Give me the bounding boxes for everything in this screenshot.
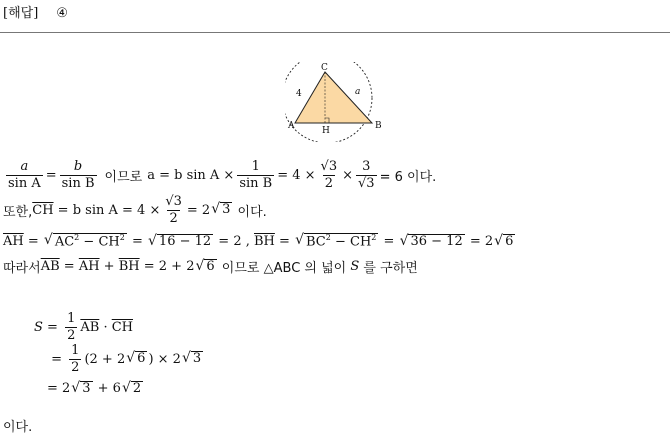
answer-mark: ④ — [56, 6, 68, 21]
pythagoras-line: $\overline{AH}$ = √ $AC^2 - \overline{CH}^2$ = √ 16 − 12 = 2 , $\overline{BH}$ = √ $BC^2 - \overline{CH}^2$ = √ 36 − 12 = 2 √ 6 — [3, 232, 514, 250]
sqrt: √ 16 − 12 — [148, 232, 212, 249]
conclusion-text: 이다. — [3, 420, 33, 435]
sqrt: √ 3 — [211, 201, 231, 218]
fraction: $\frac{1}{\text{sin B}}$ — [239, 159, 273, 191]
sqrt: √ 3 — [71, 380, 91, 396]
side-ac-label: 4 — [296, 89, 302, 99]
foot-h-label: H — [322, 126, 330, 136]
side-ab-line: 따라서 $\overline{AB}$ = $\overline{AH}$ + $\overline{BH}$ = 2 + 2 √ 6 이므로 △ABC 의 넓이 S 를 구하면 — [3, 257, 418, 276]
sqrt: √ 6 — [494, 232, 514, 249]
area-line-1: S = $\frac{1}{2}$ $\overline{AB}$ · $\overline{CH}$ — [34, 311, 134, 343]
side-bc-label: a — [355, 87, 361, 97]
sqrt: √ $BC^2 - \overline{CH}^2$ — [295, 232, 377, 250]
vertex-b-label: B — [375, 121, 382, 131]
vertex-c-label: C — [321, 63, 328, 73]
triangle-figure — [285, 62, 385, 142]
law-of-sines-line: $\frac{a}{\text{sin A}}$ = $\frac{b}{\text{sin B}}$ 이므로 a = b sin A × $\frac{1}{\text{sin B}}$ = 4 × $\frac{√3}{2}$ × $\frac{3}{√3}$ = 6 이다. — [8, 159, 437, 191]
triangle-abc — [295, 72, 372, 123]
altitude-line: 또한, $\overline{CH}$ = b sin A = 4 × $\frac{√3}{2}$ = 2 √ 3 이다. — [3, 194, 267, 226]
solution-label: [해답] — [3, 6, 39, 21]
fraction: $\frac{3}{√3}$ — [358, 159, 375, 191]
fraction: $\frac{1}{2}$ — [71, 343, 80, 375]
sqrt: √ 6 — [195, 257, 215, 274]
fraction: $\frac{√3}{2}$ — [320, 159, 338, 191]
sqrt: √ 3 — [181, 350, 202, 367]
sqrt: √ 2 — [121, 380, 142, 396]
vertex-a-label: A — [288, 121, 295, 131]
fraction: $\frac{1}{2}$ — [67, 311, 76, 343]
fraction: $\frac{b}{\text{sin B}}$ — [61, 159, 95, 191]
header-divider — [0, 32, 670, 33]
solution-header — [3, 2, 68, 21]
area-line-2: = $\frac{1}{2}$ (2 + 2 √ 6 ) × 2 √ 3 — [47, 343, 202, 375]
fraction: $\frac{a}{\text{sin A}}$ — [8, 159, 41, 191]
fraction: $\frac{√3}{2}$ — [165, 194, 182, 226]
sqrt: √ 6 — [126, 350, 146, 367]
sqrt: √ 36 − 12 — [399, 232, 463, 249]
area-line-3: = 2 √ 3 + 6 √ 2 — [47, 380, 142, 397]
sqrt: √ $AC^2 - \overline{CH}^2$ — [43, 232, 125, 250]
